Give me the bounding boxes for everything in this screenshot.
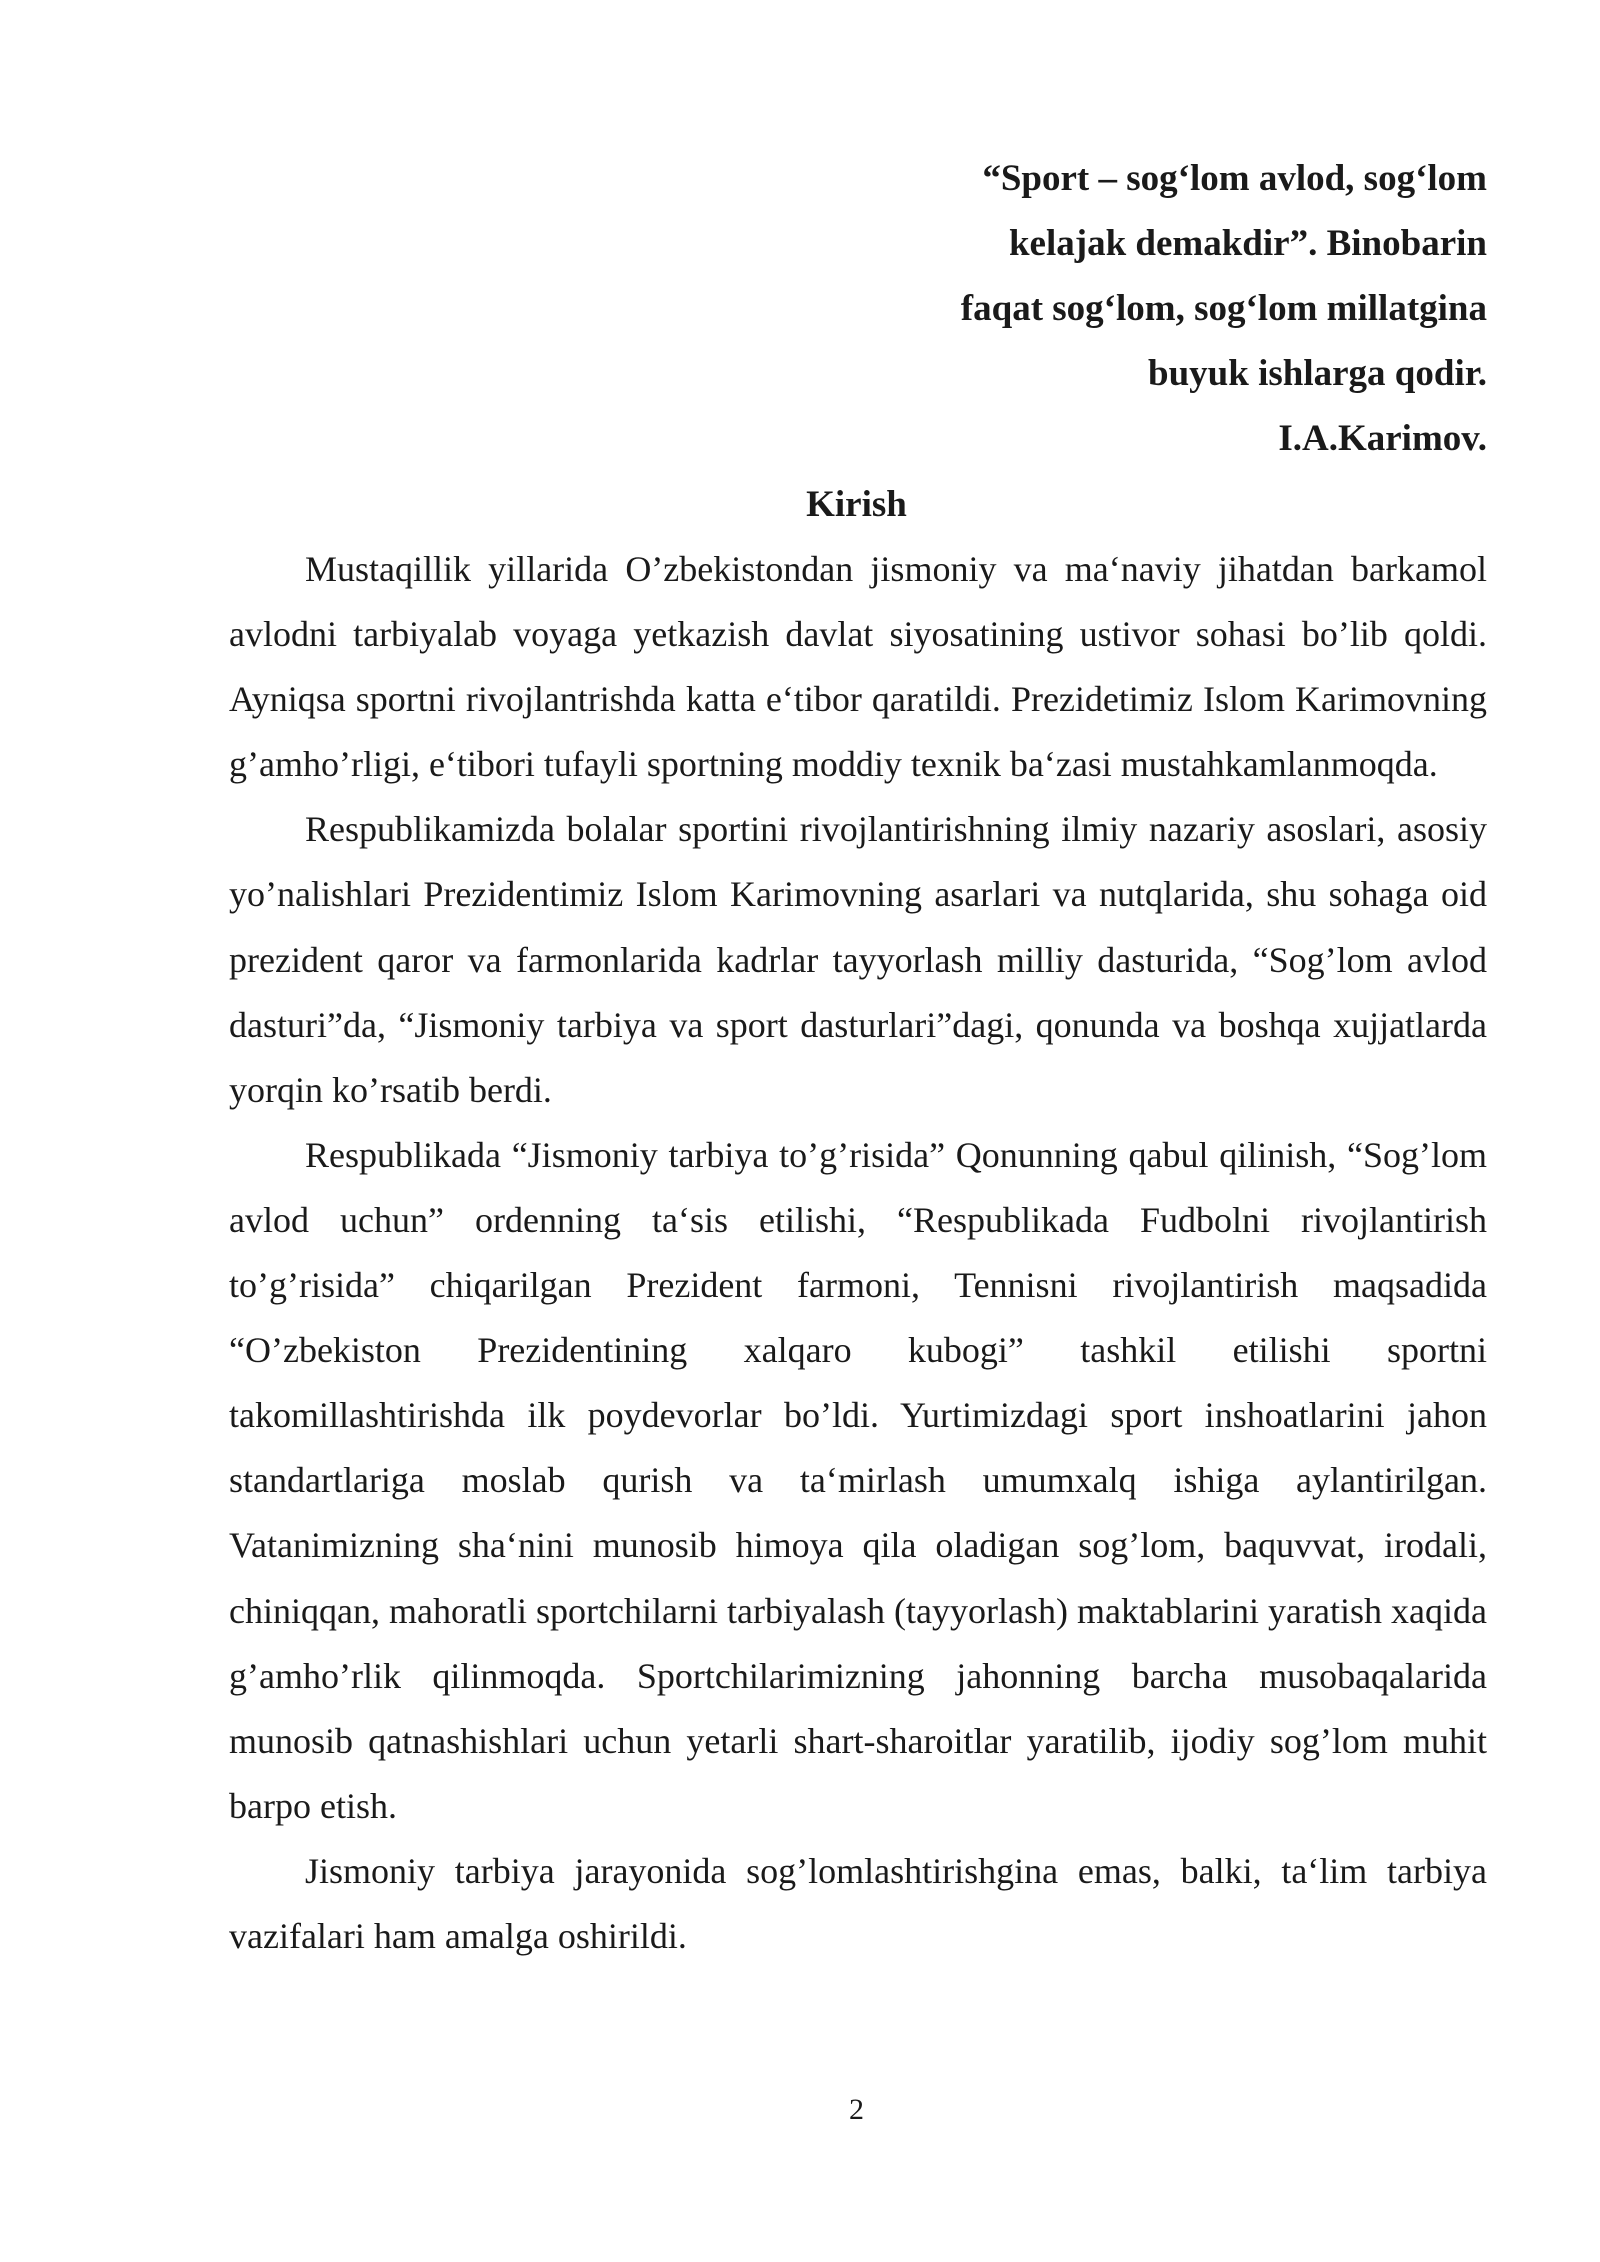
paragraph: Jismoniy tarbiya jarayonida sog’lomlashtirishgina emas, balki, ta‘lim tarbiya vazifalari ham amalga oshirildi. <box>229 1850 1487 1956</box>
section-heading: Kirish <box>806 484 907 525</box>
paragraph: Respublikamizda bolalar sportini rivojlantirishning ilmiy nazariy asoslari, asosiy yo’nalishlari Prezidentimiz Islom Karimovning asarlari va nutqlarida, shu sohaga oid prezident qaror va farmonlarida kadrlar tayyorlash milliy dasturida, “Sog’lom avlod dasturi”da, “Jismoniy tarbiya va sport dasturlari”dagi, qonunda va boshqa xujjatlarda yorqin ko’rsatib berdi. <box>229 809 1487 1110</box>
paragraph: Mustaqillik yillarida O’zbekistondan jismoniy va ma‘naviy jihatdan barkamol avlodni tarbiyalab voyaga yetkazish davlat siyosatining ustivor sohasi bo’lib qoldi. Ayniqsa sportni rivojlantrishda katta e‘tibor qaratildi. Prezidetimiz Islom Karimovning g’amho’rligi, e‘tibori tufayli sportning moddiy texnik ba‘zasi mustahkamlanmoqda. <box>229 549 1487 785</box>
epigraph-author: I.A.Karimov. <box>1278 418 1487 459</box>
body-text <box>229 537 1487 1969</box>
epigraph-line: “Sport – sog‘lom avlod, sog‘lom <box>982 158 1487 199</box>
epigraph-line: buyuk ishlarga qodir. <box>1148 353 1487 394</box>
page-number: 2 <box>849 2093 864 2126</box>
epigraph <box>787 146 1487 471</box>
epigraph-line: kelajak demakdir”. Binobarin <box>1008 223 1487 264</box>
epigraph-line: faqat sog‘lom, sog‘lom millatgina <box>960 288 1487 329</box>
paragraph: Respublikada “Jismoniy tarbiya to’g’risida” Qonunning qabul qilinish, “Sog’lom avlod uchun” ordenning ta‘sis etilishi, “Respublikada Fudbolni rivojlantirish to’g’risida” chiqarilgan Prezident farmoni, Tennisni rivojlantirish maqsadida “O’zbekiston Prezidentining xalqaro kubogi” tashkil etilishi sportni takomillashtirishda ilk poydevorlar bo’ldi. Yurtimizdagi sport inshoatlarini jahon standartlariga moslab qurish va ta‘mirlash umumxalq ishiga aylantirilgan. Vatanimizning sha‘nini munosib himoya qila oladigan sog’lom, baquvvat, irodali, chiniqqan, mahoratli sportchilarni tarbiyalash (tayyorlash) maktablarini yaratish xaqida g’amho’rlik qilinmoqda. Sportchilarimizning jahonning barcha musobaqalarida munosib qatnashishlari uchun yetarli shart-sharoitlar yaratilib, ijodiy sog’lom muhit barpo etish. <box>229 1134 1487 1826</box>
